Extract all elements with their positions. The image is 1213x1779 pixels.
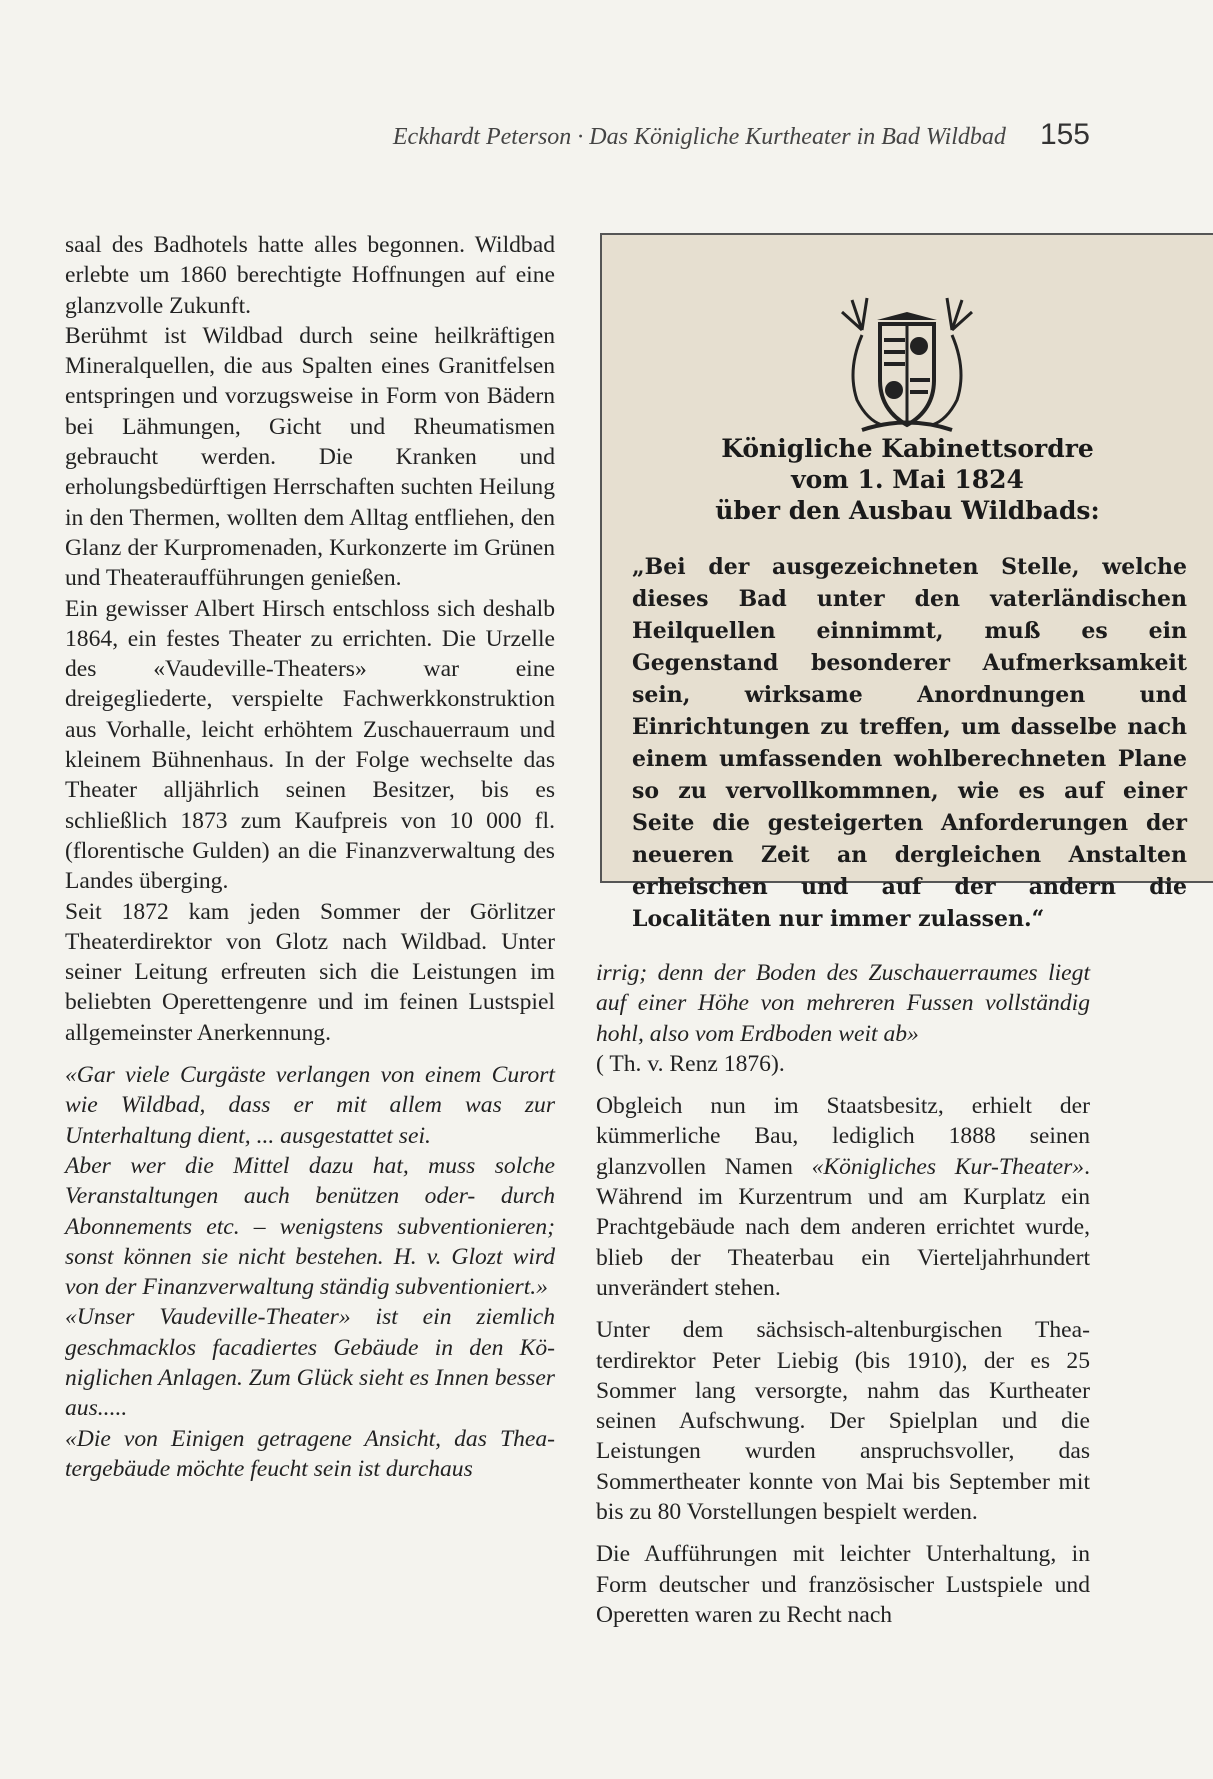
paragraph xyxy=(596,1091,1090,1303)
decree-title-line: vom 1. Mai 1824 xyxy=(791,465,1024,494)
coat-of-arms-icon xyxy=(822,290,992,440)
paragraph: saal des Badhotels hatte alles begonnen. Wildbad erlebte um 1860 berechtigte Hoffnungen auf eine glanzvolle Zukunft. xyxy=(65,232,555,319)
paragraph: Seit 1872 kam jeden Sommer der Görlitzer Theaterdirektor von Glotz nach Wildbad. Unter seiner Leitung erfreuten sich die Leistungen im beliebten Operettengenre und im feinen Lustspiel allgemeinster Anerkennung. xyxy=(65,898,555,1046)
decree-title-line: Königliche Kabinettsordre xyxy=(721,434,1094,463)
decree-quote: „Bei der ausgezeichneten Stelle, welche dieses Bad unter den vaterländischen Heilquellen einnimmt, muß es ein Gegenstand besonderer Aufmerksamkeit sein, wirksame Anordnungen und Einrichtungen zu treffen, um dasselbe nach einem umfassenden wohlberechneten Plane so zu vervollkommnen, wie es auf einer Seite die gesteigerten Anforderungen der neueren Zeit an dergleichen Anstalten erheischen und auf der andern die Localitäten nur immer zulassen.“ xyxy=(632,554,1187,932)
decree-title-line: über den Ausbau Wildbads: xyxy=(715,496,1100,525)
decree-plate xyxy=(600,233,1213,932)
text-run: . Während im Kurzentrum und am Kurplatz ein Prachtgebäude nach dem anderen errichtet wurde, blieb der Theaterbau ein Vierteljahrhundert unverändert stehen. xyxy=(596,1153,1090,1301)
paragraph: Ein gewisser Albert Hirsch entschloss sich deshalb 1864, ein festes Theater zu errichten. Die Urzelle des «Vaudeville-Theaters» war eine dreigegliederte, verspielte Fachwerkkonstruktion aus Vorhalle, leicht erhöhtem Zuschauerraum und kleinem Bühnenhaus. In der Folge wechselte das Theater alljährlich seinen Besitzer, bis es schließlich 1873 zum Kaufpreis von 10 000 fl. (florentische Gulden) an die Finanzverwaltung des Landes überging. xyxy=(65,595,555,895)
running-title: Eckhardt Peterson · Das Königliche Kurtheater in Bad Wildbad xyxy=(392,124,1006,150)
citation: ( Th. v. Renz 1876). xyxy=(596,1050,785,1077)
quote-paragraph: «Gar viele Curgäste verlangen von einem Curort wie Wildbad, dass er mit allem was zur Unterhaltung dient, ... ausgestattet sei. xyxy=(65,1062,555,1149)
right-column xyxy=(596,958,1090,1630)
paragraph: Berühmt ist Wildbad durch seine heilkräftigen Mineralquellen, die aus Spalten eines Granitfelsen entspringen und vorzugsweise in Form von Bädern bei Lähmungen, Gicht und Rheumatismen gebraucht werden. Die Kranken und erholungsbedürftigen Herrschaften suchten Heilung in den Thermen, wollten dem Alltag entfliehen, den Glanz der Kurpromenaden, Kurkonzerte im Grünen und Theateraufführungen genießen. xyxy=(65,322,555,592)
paragraph: Unter dem sächsisch-altenburgischen Theaterdirektor Peter Liebig (bis 1910), der es 25 Sommer lang versorgte, nahm das Kurtheater seinen Aufschwung. Der Spielplan und die Leistungen wurden anspruchsvoller, das Sommertheater konnte von Mai bis September mit bis zu 80 Vorstellungen bespielt werden. xyxy=(596,1317,1090,1526)
quote-paragraph: «Unser Vaudeville-Theater» ist ein ziemlich geschmacklos facadiertes Gebäude in den Königlichen Anlagen. Zum Glück sieht es Innen besser aus..... xyxy=(65,1304,555,1422)
decree-title xyxy=(602,433,1213,526)
quote-paragraph: Aber wer die Mittel dazu hat, muss solche Veranstaltungen auch benützen oder- durch Abonnements etc. – wenigstens subventionieren; sonst können sie nicht bestehen. H. v. Glozt wird von der Finanzverwaltung ständig subventioniert.» xyxy=(65,1152,555,1301)
page-number: 155 xyxy=(1039,118,1090,151)
left-column xyxy=(65,230,555,1484)
quote-paragraph: irrig; denn der Boden des Zuschauerraumes liegt auf einer Höhe von mehreren Fussen vollständig hohl, also vom Erdboden weit ab» xyxy=(596,960,1090,1047)
paragraph: Die Aufführungen mit leichter Unterhaltung, in Form deutscher und französischer Lustspiele und Operetten waren zu Recht nach xyxy=(596,1541,1090,1628)
running-header xyxy=(60,118,1090,152)
quote-paragraph: «Die von Einigen getragene Ansicht, das Theatergebäude möchte feucht sein ist durchaus xyxy=(65,1425,555,1482)
theater-name: «Königliches Kur-Theater» xyxy=(811,1153,1085,1180)
text-run: Obgleich nun im Staatsbesitz, erhielt der kümmerliche Bau, lediglich 1888 seinen glanzvollen Namen xyxy=(596,1093,1090,1180)
